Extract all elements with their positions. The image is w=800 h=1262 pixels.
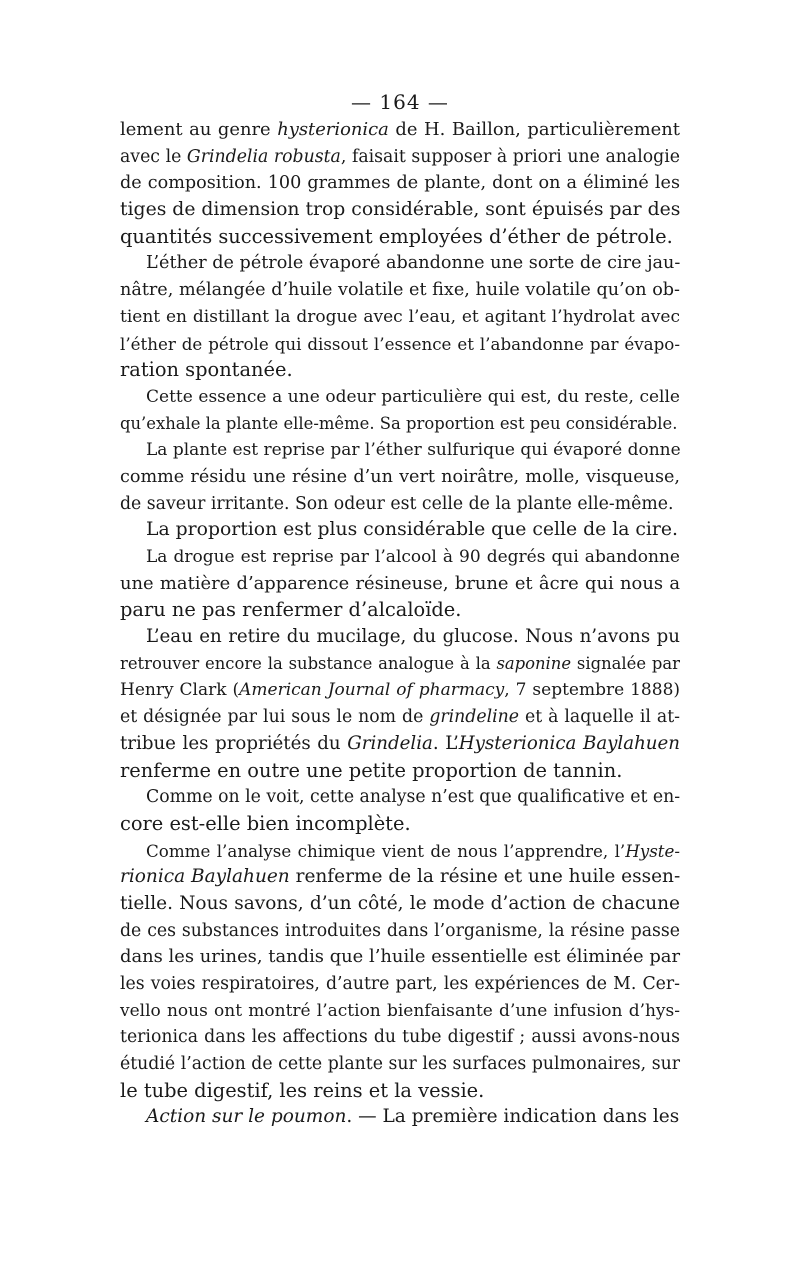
italic-text: rionica Baylahuen (120, 866, 290, 888)
text-line (120, 250, 680, 277)
page-number-header: — 164 — (351, 90, 449, 114)
text-segment: de H. Baillon, particulièrement (388, 119, 680, 140)
text-segment: L’éther de pétrole évaporé abandonne une sorte de cire jau- (146, 253, 681, 274)
text-segment: les voies respiratoires, d’autre part, les expériences de M. Cer- (120, 974, 680, 994)
text-segment: , faisait supposer à priori une analogie (340, 146, 680, 167)
text-line (120, 651, 680, 678)
text-segment: renferme de la résine et une huile essen- (289, 866, 681, 888)
text-line (120, 1024, 680, 1051)
italic-text: saponine (496, 653, 572, 673)
italic-text: Action sur le poumon (146, 1106, 347, 1128)
text-segment: de saveur irritante. Son odeur est celle de la plante elle-même. (120, 493, 674, 514)
text-line (120, 838, 680, 865)
text-line (120, 704, 680, 731)
text-segment: signalée par (571, 653, 680, 673)
text-segment: dans les urines, tandis que l’huile essentielle est éliminée par (120, 946, 680, 968)
text-line (120, 811, 680, 838)
body-text (120, 117, 680, 1131)
italic-text: Grindelia robusta (186, 146, 341, 167)
text-segment: de composition. 100 grammes de plante, dont on a éliminé les (120, 173, 680, 194)
italic-text: Hysterionica Baylahuen (458, 732, 680, 754)
text-segment: , 7 septembre 1888) (504, 680, 681, 701)
text-segment: L’eau en retire du mucilage, du glucose. Nous n’avons pu (146, 626, 680, 648)
text-line (120, 437, 680, 464)
text-segment: terionica dans les affections du tube digestif ; aussi avons-nous (120, 1027, 680, 1048)
text-segment: La plante est reprise par l’éther sulfurique qui évaporé donne (146, 440, 681, 461)
text-line (120, 304, 680, 331)
italic-text: hysterionica (277, 119, 389, 140)
text-line (120, 170, 680, 197)
text-segment: tribue les propriétés du (120, 732, 348, 754)
text-segment: ration spontanée. (120, 358, 293, 382)
text-segment: lement au genre (120, 119, 278, 140)
text-segment: Comme l’analyse chimique vient de nous l’apprendre, l’ (146, 840, 626, 861)
text-segment: étudié l’action de cette plante sur les surfaces pulmonaires, sur (120, 1054, 680, 1075)
text-segment: comme résidu une résine d’un vert noirâtre, molle, visqueuse, (120, 466, 680, 487)
text-line (120, 1078, 680, 1105)
text-line (120, 971, 680, 998)
text-line (120, 998, 680, 1025)
text-line (120, 464, 680, 491)
text-line (120, 117, 680, 144)
text-line (120, 144, 680, 171)
text-segment: l’éther de pétrole qui dissout l’essence et l’abandonne par évapo- (120, 333, 680, 354)
text-line (120, 357, 680, 384)
text-segment: avec le (120, 146, 187, 167)
text-segment: Comme on le voit, cette analyse n’est que qualificative et en- (146, 787, 681, 808)
text-segment: qu’exhale la plante elle-même. Sa proportion est peu considérable. (120, 413, 678, 433)
text-line (120, 224, 680, 251)
italic-text: Hyste- (625, 840, 680, 861)
text-segment: tielle. Nous savons, d’un côté, le mode d’action de chacune (120, 892, 680, 914)
text-segment: et à laquelle il at- (519, 707, 680, 728)
text-line (120, 731, 680, 758)
text-segment: core est-elle bien incomplète. (120, 811, 411, 835)
italic-text: Grindelia (347, 732, 433, 754)
text-line (120, 277, 680, 304)
text-line (120, 891, 680, 918)
text-line (120, 197, 680, 224)
text-segment: quantités successivement employées d’éther de pétrole. (120, 224, 673, 248)
text-segment: nâtre, mélangée d’huile volatile et fixe, huile volatile qu’on ob- (120, 280, 680, 301)
text-segment: Henry Clark ( (120, 680, 240, 701)
text-line (120, 944, 680, 971)
text-segment: tiges de dimension trop considérable, sont épuisés par des (120, 199, 681, 221)
text-line (120, 784, 680, 811)
text-segment: renferme en outre une petite proportion de tannin. (120, 758, 623, 782)
text-line (120, 758, 680, 785)
text-segment: et désignée par lui sous le nom de (120, 707, 430, 728)
text-segment: La drogue est reprise par l’alcool à 90 degrés qui abandonne (146, 547, 680, 567)
text-line (120, 918, 680, 945)
text-line (120, 677, 680, 704)
italic-text: American Journal of pharmacy (239, 680, 505, 701)
text-segment: tient en distillant la drogue avec l’eau, et agitant l’hydrolat avec (120, 306, 680, 327)
text-segment: retrouver encore la substance analogue à la (120, 653, 497, 673)
text-line (120, 411, 680, 438)
text-segment: paru ne pas renfermer d’alcaloïde. (120, 598, 462, 622)
text-line (120, 491, 680, 518)
text-line (120, 1104, 680, 1131)
text-line (120, 544, 680, 571)
text-line (120, 1051, 680, 1078)
italic-text: grindeline (429, 707, 519, 728)
text-segment: La proportion est plus considérable que celle de la cire. (146, 519, 678, 541)
text-line (120, 517, 680, 544)
text-segment: vello nous ont montré l’action bienfaisante d’une infusion d’hys- (120, 1000, 680, 1021)
text-segment: . — La première indication dans les (346, 1106, 680, 1128)
text-line (120, 384, 680, 411)
text-segment: le tube digestif, les reins et la vessie. (120, 1078, 485, 1102)
text-segment: Cette essence a une odeur particulière qui est, du reste, celle (146, 386, 680, 407)
text-segment: . L’ (432, 732, 459, 754)
text-segment: de ces substances introduites dans l’organisme, la résine passe (120, 920, 680, 941)
text-line (120, 597, 680, 624)
text-line (120, 331, 680, 358)
text-segment: une matière d’apparence résineuse, brune et âcre qui nous a (120, 572, 680, 594)
text-line (120, 624, 680, 651)
text-line (120, 864, 680, 891)
text-line (120, 571, 680, 598)
